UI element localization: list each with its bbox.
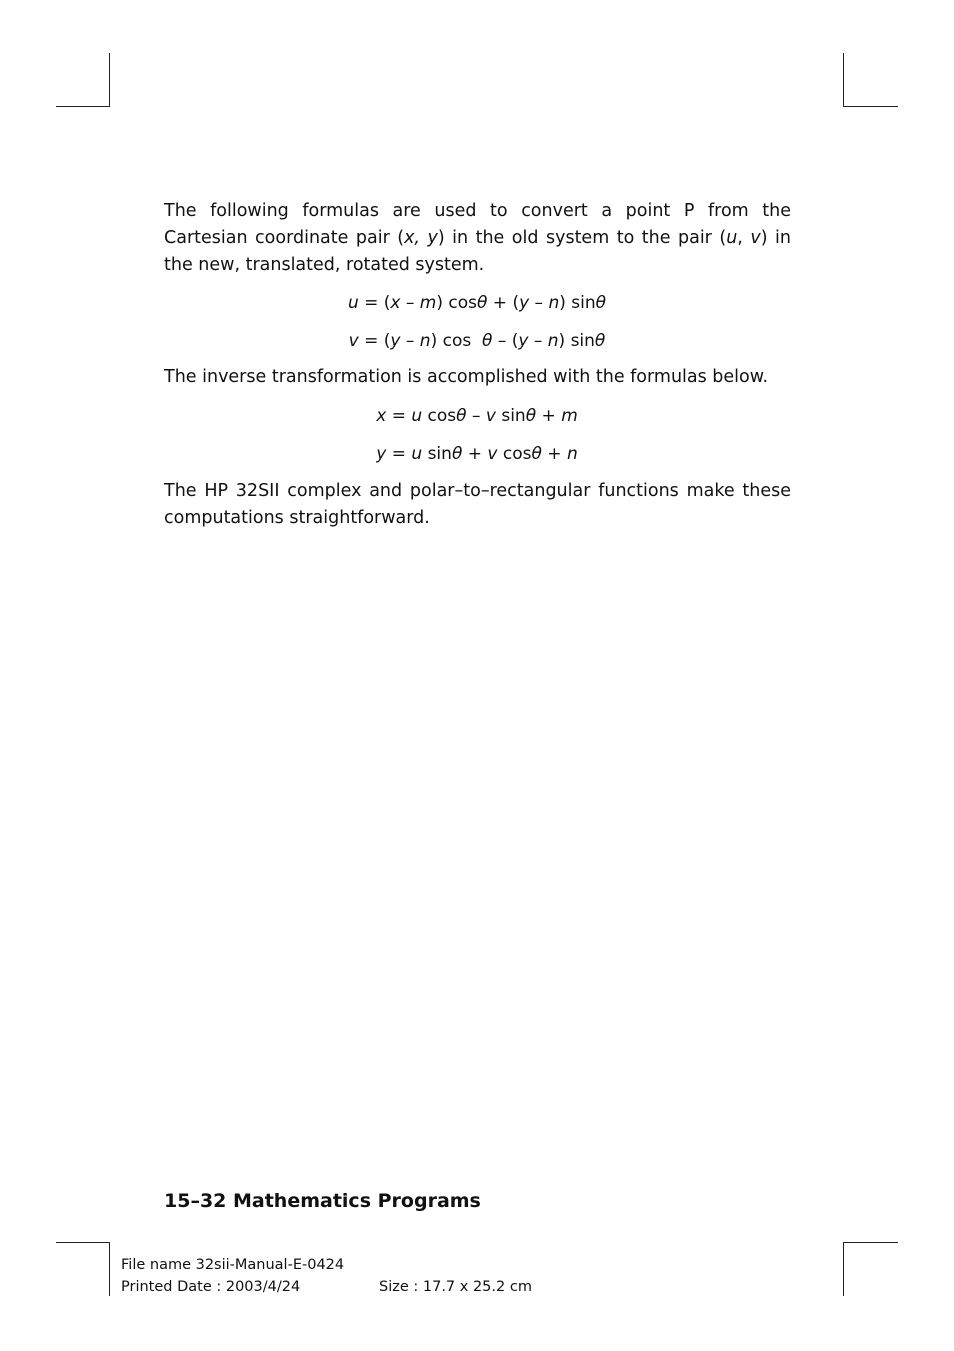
- closing-paragraph: The HP 32SII complex and polar–to–rectangular functions make these computations straightforward.: [164, 481, 791, 528]
- printed-date: Printed Date : 2003/4/24: [121, 1279, 301, 1295]
- crop-mark-top-right-vertical: [843, 53, 844, 107]
- crop-mark-bottom-right-vertical: [843, 1242, 844, 1296]
- crop-mark-bottom-left-horizontal: [56, 1242, 110, 1243]
- formula-u: u = (x – m) cosθ + (y – n) sinθ: [347, 293, 607, 313]
- crop-mark-bottom-right-horizontal: [843, 1242, 898, 1243]
- print-size: Size : 17.7 x 25.2 cm: [379, 1279, 532, 1295]
- intro-paragraph: The following formulas are used to convert a point P from the Cartesian coordinate pair (x, y) in the old system to the pair (u, v) in the new, translated, rotated system.: [164, 201, 791, 275]
- formula-y: y = u sinθ + v cosθ + n: [376, 444, 578, 464]
- crop-mark-top-left-horizontal: [56, 106, 110, 107]
- formula-x: x = u cosθ – v sinθ + m: [376, 406, 578, 426]
- crop-mark-top-right-horizontal: [843, 106, 898, 107]
- page-title: 15–32 Mathematics Programs: [164, 1190, 481, 1212]
- crop-mark-top-left-vertical: [109, 53, 110, 107]
- crop-mark-bottom-left-vertical: [109, 1242, 110, 1296]
- inverse-paragraph: The inverse transformation is accomplished with the formulas below.: [164, 367, 769, 387]
- formula-v: v = (y – n) cos θ – (y – n) sinθ: [348, 331, 606, 351]
- file-name: File name 32sii-Manual-E-0424: [121, 1257, 345, 1273]
